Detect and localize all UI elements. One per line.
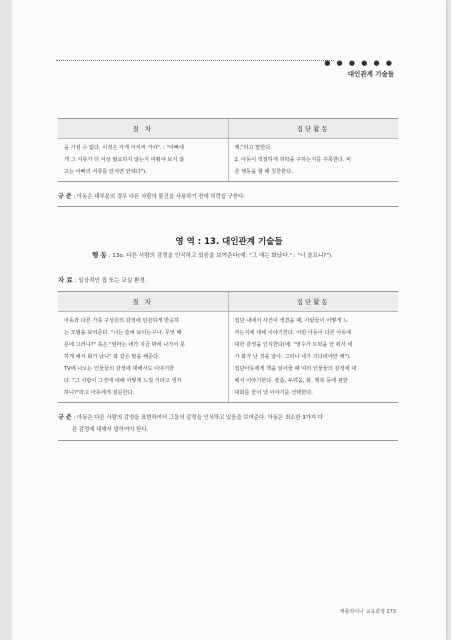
divider [58,440,398,441]
criterion-text-line-2: 른 감정에 대해서 말하여야 한다. [72,427,149,433]
behavior-text: : 13o. 다른 사람의 감정을 인식하고 있음을 보여준다(예: "그 애는 화났다." : "너 슬프니?"). [108,253,333,259]
table-header [58,119,398,139]
document-page [12,0,446,640]
text-line: 하니?"라고 아동에게 질문한다. [64,390,135,396]
section-title: 영 역 : 13. 대인관계 기술들 [175,237,283,247]
text-line: 가 화가 난 것을 알아. 그러나 네가 기다려야만 해"). [234,354,351,360]
material-label: 자 료 [58,276,73,284]
text-line: 대한 감정을 인식한다(예: "영수가 트럭을 안 줘서 네 [234,342,353,348]
text-line: TV에 나오는 인물들의 감정에 대해서도 이야기한 [64,366,175,372]
text-line: 집단아동에게 책을 읽어줄 때 여러 인물들의 감정에 대 [234,366,357,372]
text-line: 집단 내에서 사건이 생겼을 때, 사람들이 어떻게 느 [234,318,348,324]
group-activity-cell [229,139,399,181]
text-line: 문에 그러니?" 혹은 "엄마는 네가 지금 밖에 나가서 못 [64,342,185,348]
criterion-1 [58,191,418,203]
table-row [58,139,398,181]
text-line: 끼는지에 대해 이야기한다. 어떤 아동이 다른 아동에 [234,330,352,336]
text-line: 을 가질 수 없다. 이것은 가게 아저씨 거야". : "아빠에 [64,145,184,151]
column-header-group-activity: 집단활동 [296,125,330,133]
criterion-label: 규 준 [58,414,72,421]
text-line: 게 그 서류가 더 이상 필요하지 않는지 여쭤야 보지 않 [64,157,185,163]
procedure-cell [58,139,229,181]
column-header-procedure: 절 차 [58,292,229,311]
material-text: : 일상적인 집 또는 교실 환경. [74,278,147,284]
criterion-text: : 아동은 대부분의 경우 다른 사람의 물건을 사용하기 전에 허락을 구한다. [73,194,246,200]
text-line: 해서 이야기한다. 슬픔, 두려움, 화, 행복 등에 관한 [234,378,348,384]
criterion-2 [58,412,418,436]
text-line: 2. 아동이 적절하게 허락을 구하는지를 주목한다. 바 [234,157,352,163]
procedure-table-2 [58,291,398,403]
text-line: 대화를 끌어 낼 이야기를 선택한다. [234,390,313,396]
procedure-table-1 [58,118,398,182]
column-header-procedure: 절 차 [58,119,229,138]
group-activity-cell [229,312,399,402]
text-line: 다. "그 사람이 그것에 대해 어떻게 느낄 거라고 생각 [64,378,182,384]
criterion-text-line-1: : 아동은 다른 사람의 감정을 표현하여서 그들의 감정을 인식하고 있음을 보여준다. 아동은 최소한 3가지 다 [73,415,324,421]
divider [58,206,398,207]
behavior-line [92,250,333,259]
table-row [58,312,398,402]
header-dots: ● ● ● ● ● ● [324,59,394,67]
text-line: 는 모델을 보여준다. "너는 슬퍼 보이는구나. 무엇 때 [64,330,182,336]
material-line [58,275,147,284]
text-line: 께,"라고 말한다. [234,145,272,151]
table-header [58,292,398,312]
header-dotted-rule [56,60,334,61]
page-footer: 캐롤라이나 교육과정 273 [339,609,396,615]
procedure-cell [58,312,229,402]
behavior-label: 행 동 [92,251,107,259]
text-line: 고는 아빠의 서류를 만지면 안돼다"). [64,169,147,175]
text-line: 아동과 다른 가족 구성원의 감정에 민감하게 반응하 [64,318,180,324]
header-title: 대인관계 기술들 [347,70,394,78]
column-header-group-activity: 집단활동 [296,298,330,306]
criterion-label: 규 준 [58,193,72,200]
text-line: 하게 해서 화가 났니" 와 같은 말을 해준다. [64,354,160,360]
text-line: 른 행동을 할 때 칭찬한다. [234,169,293,175]
